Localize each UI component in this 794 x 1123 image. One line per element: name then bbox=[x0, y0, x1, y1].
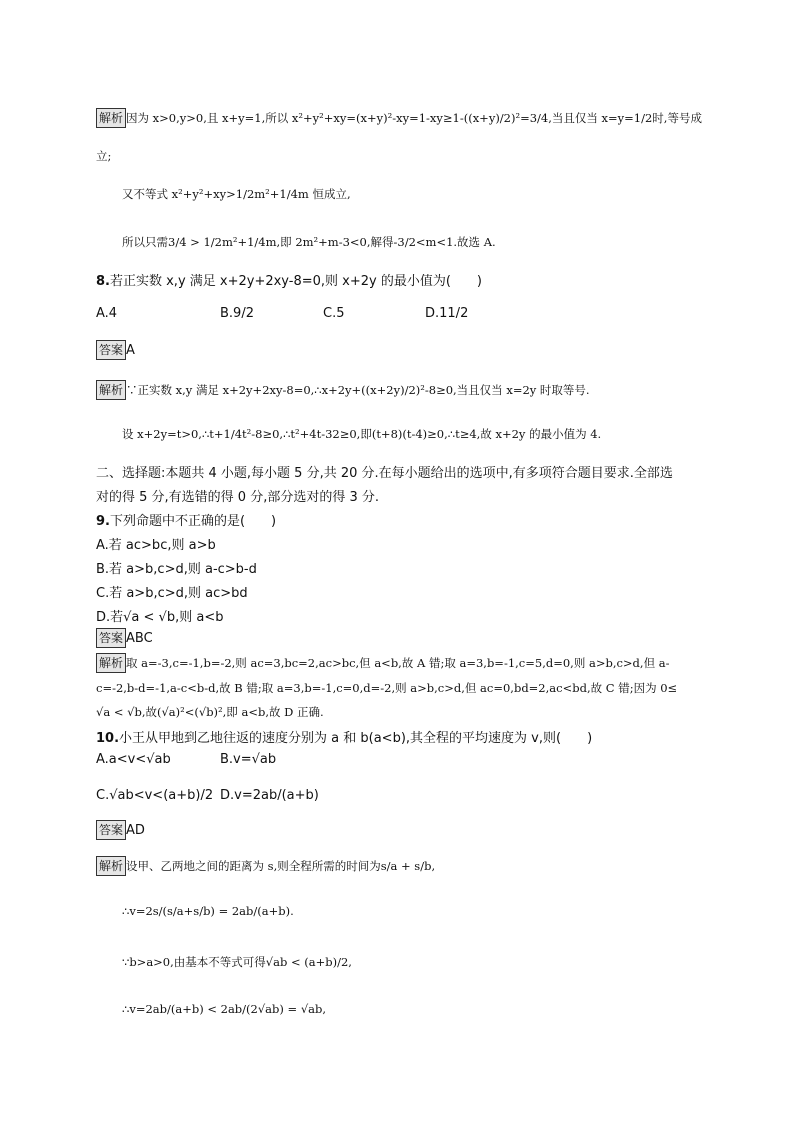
section2-line1: 二、选择题:本题共 4 小题,每小题 5 分,共 20 分.在每小题给出的选项中,有多项符合题目要求.全部选 bbox=[96, 466, 673, 481]
sol7-line1-cont: 立; bbox=[96, 149, 112, 163]
q9-option-d: D.若√a < √b,则 a<b bbox=[96, 610, 224, 625]
q9-solution-line1 bbox=[96, 653, 669, 673]
q10-answer bbox=[96, 820, 145, 840]
question-stem: 小王从甲地到乙地往返的速度分别为 a 和 b(a<b),其全程的平均速度为 v,则( ) bbox=[119, 731, 593, 746]
sol-text: 设甲、乙两地之间的距离为 s,则全程所需的时间为s/a + s/b, bbox=[126, 859, 436, 873]
q10-option-d: D.v=2ab/(a+b) bbox=[220, 788, 319, 803]
answer-label: 答案 bbox=[96, 628, 126, 648]
question-number: 10. bbox=[96, 731, 120, 746]
q8-option-c: C.5 bbox=[323, 306, 345, 321]
q9-solution-line3: √a < √b,故(√a)²<(√b)²,即 a<b,故 D 正确. bbox=[96, 705, 324, 719]
q8-option-a: A.4 bbox=[96, 306, 118, 321]
answer-label: 答案 bbox=[96, 340, 126, 360]
solution-label: 解析 bbox=[96, 108, 126, 128]
q10-option-b: B.v=√ab bbox=[220, 752, 277, 767]
answer-label: 答案 bbox=[96, 820, 126, 840]
sol-text: 取 a=-3,c=-1,b=-2,则 ac=3,bc=2,ac>bc,但 a<b,故 A 错;取 a=3,b=-1,c=5,d=0,则 a>b,c>d,但 a- bbox=[126, 656, 670, 670]
q9-answer bbox=[96, 628, 153, 648]
q10-solution-line2: ∴v=2s/(s/a+s/b) = 2ab/(a+b). bbox=[122, 904, 294, 918]
question-9 bbox=[96, 510, 276, 529]
question-10 bbox=[96, 727, 592, 746]
solution-label: 解析 bbox=[96, 653, 126, 673]
sol7-line3: 所以只需3/4 > 1/2m²+1/4m,即 2m²+m-3<0,解得-3/2<m<1.故选 A. bbox=[122, 235, 496, 249]
q10-solution-line1 bbox=[96, 856, 435, 876]
q9-option-c: C.若 a>b,c>d,则 ac>bd bbox=[96, 586, 248, 601]
question-number: 8. bbox=[96, 274, 110, 289]
q10-solution-line3: ∵b>a>0,由基本不等式可得√ab < (a+b)/2, bbox=[122, 955, 352, 969]
q8-solution-line1 bbox=[96, 380, 590, 400]
q10-solution-line4: ∴v=2ab/(a+b) < 2ab/(2√ab) = √ab, bbox=[122, 1002, 327, 1016]
q10-option-a: A.a<v<√ab bbox=[96, 752, 171, 767]
q8-answer bbox=[96, 340, 135, 360]
q9-option-a: A.若 ac>bc,则 a>b bbox=[96, 538, 216, 553]
q10-option-c: C.√ab<v<(a+b)/2 bbox=[96, 788, 214, 803]
solution-label: 解析 bbox=[96, 856, 126, 876]
q8-solution-line2: 设 x+2y=t>0,∴t+1/4t²-8≥0,∴t²+4t-32≥0,即(t+8)(t-4)≥0,∴t≥4,故 x+2y 的最小值为 4. bbox=[122, 427, 602, 441]
sol7-line1 bbox=[96, 108, 702, 128]
question-stem: 若正实数 x,y 满足 x+2y+2xy-8=0,则 x+2y 的最小值为( ) bbox=[109, 274, 482, 289]
section2-line2: 对的得 5 分,有选错的得 0 分,部分选对的得 3 分. bbox=[96, 490, 380, 505]
sol7-text1: 因为 x>0,y>0,且 x+y=1,所以 x²+y²+xy=(x+y)²-xy=1-xy≥1-((x+y)/2)²=3/4,当且仅当 x=y=1/2时,等号成 bbox=[126, 111, 702, 125]
q8-option-b: B.9/2 bbox=[220, 306, 254, 321]
question-number: 9. bbox=[96, 514, 110, 529]
solution-label: 解析 bbox=[96, 380, 126, 400]
q9-option-b: B.若 a>b,c>d,则 a-c>b-d bbox=[96, 562, 257, 577]
answer-value: A bbox=[126, 343, 135, 358]
answer-value: AD bbox=[126, 823, 145, 838]
sol7-line2: 又不等式 x²+y²+xy>1/2m²+1/4m 恒成立, bbox=[122, 187, 351, 201]
question-8 bbox=[96, 270, 482, 289]
q8-option-d: D.11/2 bbox=[425, 306, 469, 321]
q9-solution-line2: c=-2,b-d=-1,a-c<b-d,故 B 错;取 a=3,b=-1,c=0,d=-2,则 a>b,c>d,但 ac=0,bd=2,ac<bd,故 C 错;因为 0≤ bbox=[96, 681, 678, 695]
answer-value: ABC bbox=[126, 631, 153, 646]
question-stem: 下列命题中不正确的是( ) bbox=[109, 514, 277, 529]
sol-text: ∵正实数 x,y 满足 x+2y+2xy-8=0,∴x+2y+((x+2y)/2)²-8≥0,当且仅当 x=2y 时取等号. bbox=[126, 383, 590, 397]
